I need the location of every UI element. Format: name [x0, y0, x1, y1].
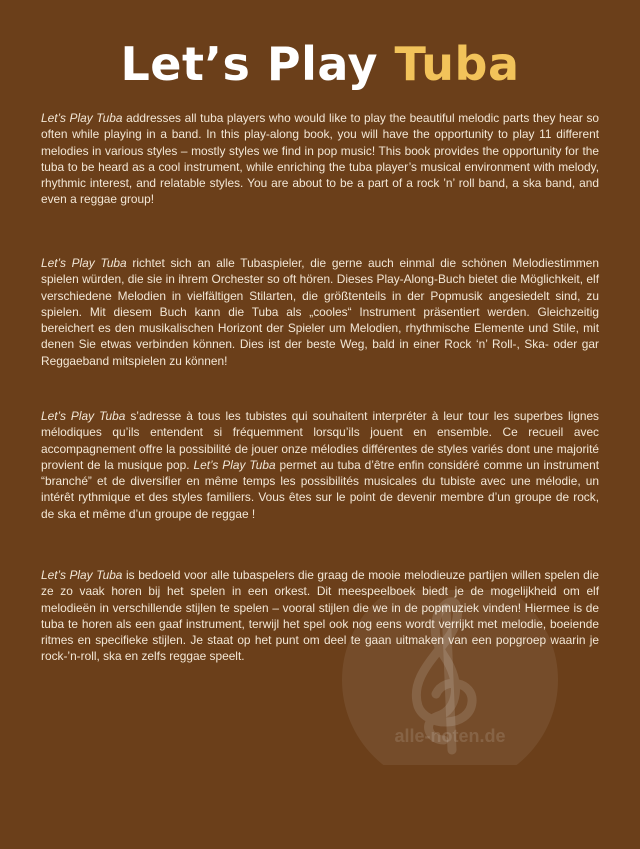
paragraph-text: is bedoeld voor alle tubaspelers die graag de mooie melodieuze partijen willen spelen die ze zo vaak horen bij het spelen in een orkest. Dit meespeelboek biedt je de mogelijkheid om elf melodieën in verschillende stijlen te spelen – vooral stijlen die we in de popmuziek vinden! Hiermee is de tuba te horen als een gaaf instrument, terwijl het spel ook nog eens wordt verrijkt met melodie, boeiende ritmes en specifieke stijlen. Je staat op het punt om deel te gaan uitmaken van een popgroep waarin je rock-’n-roll, ska en zelfs reggae speelt. — [41, 568, 600, 664]
paragraph-french — [41, 408, 599, 522]
paragraph-text: s’adresse à tous les tubistes qui souhaitent interpréter à leur tour les superbes lignes mélodiques qu’ils entendent si fréquemment lorsqu’ils jouent en ensemble. Ce recueil avec accompagnement offre la possibilité de jouer onze mélodies différentes de styles variés dont une majorité provient de la musique pop. — [41, 409, 600, 472]
title-main: Let’s Play — [120, 37, 378, 91]
title-accent: Tuba — [394, 37, 520, 91]
book-title-italic: Let’s Play Tuba — [41, 111, 123, 125]
paragraph-english — [41, 110, 599, 208]
book-title-italic: Let’s Play Tuba — [41, 256, 127, 270]
book-title-italic: Let’s Play Tuba — [41, 568, 123, 582]
paragraph-german — [41, 255, 599, 369]
page-title — [0, 34, 640, 94]
paragraph-text: addresses all tuba players who would like to play the beautiful melodic parts they hear so often while playing in a band. In this play-along book, you will have the opportunity to play 11 different melodies in various styles – mostly styles we find in pop music! This book provides the opportunity for the tuba to be heard as a cool instrument, while enriching the tuba player’s musical environment with melody, rhythmic interest, and relatable styles. You are about to be a part of a rock ’n’ roll band, a ska band, and even a reggae group! — [41, 111, 600, 207]
watermark-text: alle-noten.de — [394, 726, 506, 746]
book-title-italic: Let’s Play Tuba — [41, 409, 126, 423]
paragraph-dutch — [41, 567, 599, 665]
paragraph-text: richtet sich an alle Tubaspieler, die gerne auch einmal die schönen Melodiestimmen spielen würden, die sie in ihrem Orchester so oft hören. Dieses Play-Along-Buch bietet die Möglichkeit, elf verschiedene Melodien in vielfältigen Stilarten, die größtenteils in der Popmusik angesiedelt sind, zu spielen. Mit diesem Buch kann die Tuba als „cooles“ Instrument präsentiert werden. Gleichzeitig bereichert es den musikalischen Horizont der Spieler um Melodien, rhythmische Elemente und Stile, mit denen Sie etwas verbinden können. Dies ist der beste Weg, bald in einer Rock ‘n’ Roll-, Ska- oder gar Reggaeband mitspielen zu können! — [41, 256, 599, 368]
paragraph-text: permet au tuba d’être enfin considéré comme un instrument “branché” et de diversifier en même temps les possibilités musicales du tubiste avec une mélodie, un intérêt rythmique et des styles familiers. Vous êtes sur le point de devenir membre d’un groupe de rock, de ska et même d’un groupe de reggae ! — [41, 457, 600, 521]
book-title-italic: Let’s Play Tuba — [193, 457, 276, 472]
